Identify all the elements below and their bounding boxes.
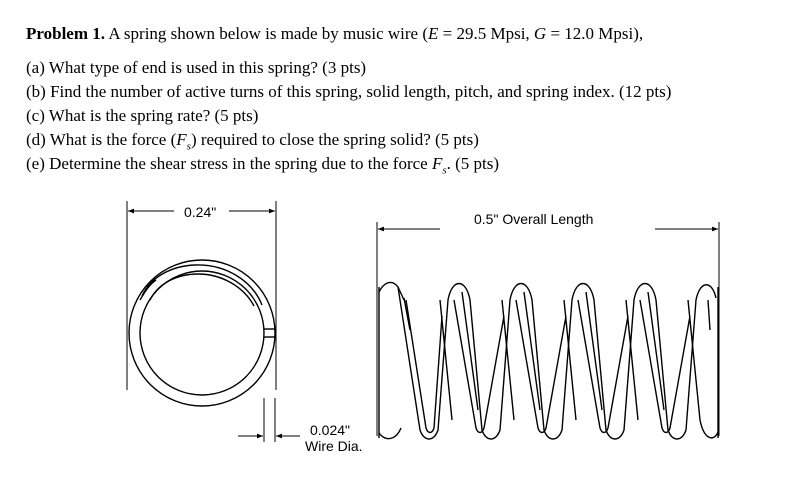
- part-e-pre: (e) Determine the shear stress in the spring due to the force: [26, 154, 432, 173]
- end-coil-right-bottom: [700, 420, 718, 438]
- end-coil-left-bottom: [379, 428, 401, 439]
- g-symbol: G: [533, 24, 547, 43]
- overall-length-dimension: [377, 222, 719, 436]
- wire-diameter-dimension: [238, 398, 300, 442]
- fs-symbol: F: [431, 154, 443, 173]
- e-value: = 29.5 Mpsi,: [438, 24, 534, 43]
- overall-length-label: 0.5" Overall Length: [474, 211, 594, 227]
- spring-end-view: [129, 260, 275, 406]
- fs-subscript: s: [186, 140, 191, 153]
- coil-inner-circle: [140, 271, 264, 395]
- fs-subscript: s: [442, 164, 447, 177]
- e-symbol: E: [427, 24, 439, 43]
- part-d-post: ) required to close the spring solid? (5 pts): [190, 130, 479, 149]
- coil-outline-inner: [406, 300, 690, 433]
- outer-diameter-label: 0.24": [184, 204, 217, 220]
- wire-diameter-label: Wire Dia.: [305, 438, 363, 454]
- spring-side-view: [379, 282, 718, 439]
- outer-diameter-dimension: [127, 201, 276, 390]
- coil-back-strands: [404, 292, 700, 420]
- intro-text: A spring shown below is made by music wire (: [105, 24, 428, 43]
- wire-diameter-value: 0.024": [310, 422, 351, 438]
- part-a: (a) What type of end is used in this spring? (3 pts): [26, 58, 367, 77]
- problem-label: Problem 1.: [26, 24, 106, 43]
- coil-end-curve-inner: [150, 274, 254, 306]
- end-coil-right-strand: [708, 300, 710, 330]
- g-value: = 12.0 Mpsi),: [546, 24, 644, 43]
- part-d-pre: (d) What is the force (: [26, 130, 177, 149]
- part-c: (c) What is the spring rate? (5 pts): [26, 106, 259, 125]
- fs-symbol: F: [176, 130, 187, 149]
- part-e-post: . (5 pts): [446, 154, 500, 173]
- part-b: (b) Find the number of active turns of this spring, solid length, pitch, and spring index. (12 pts): [26, 82, 672, 101]
